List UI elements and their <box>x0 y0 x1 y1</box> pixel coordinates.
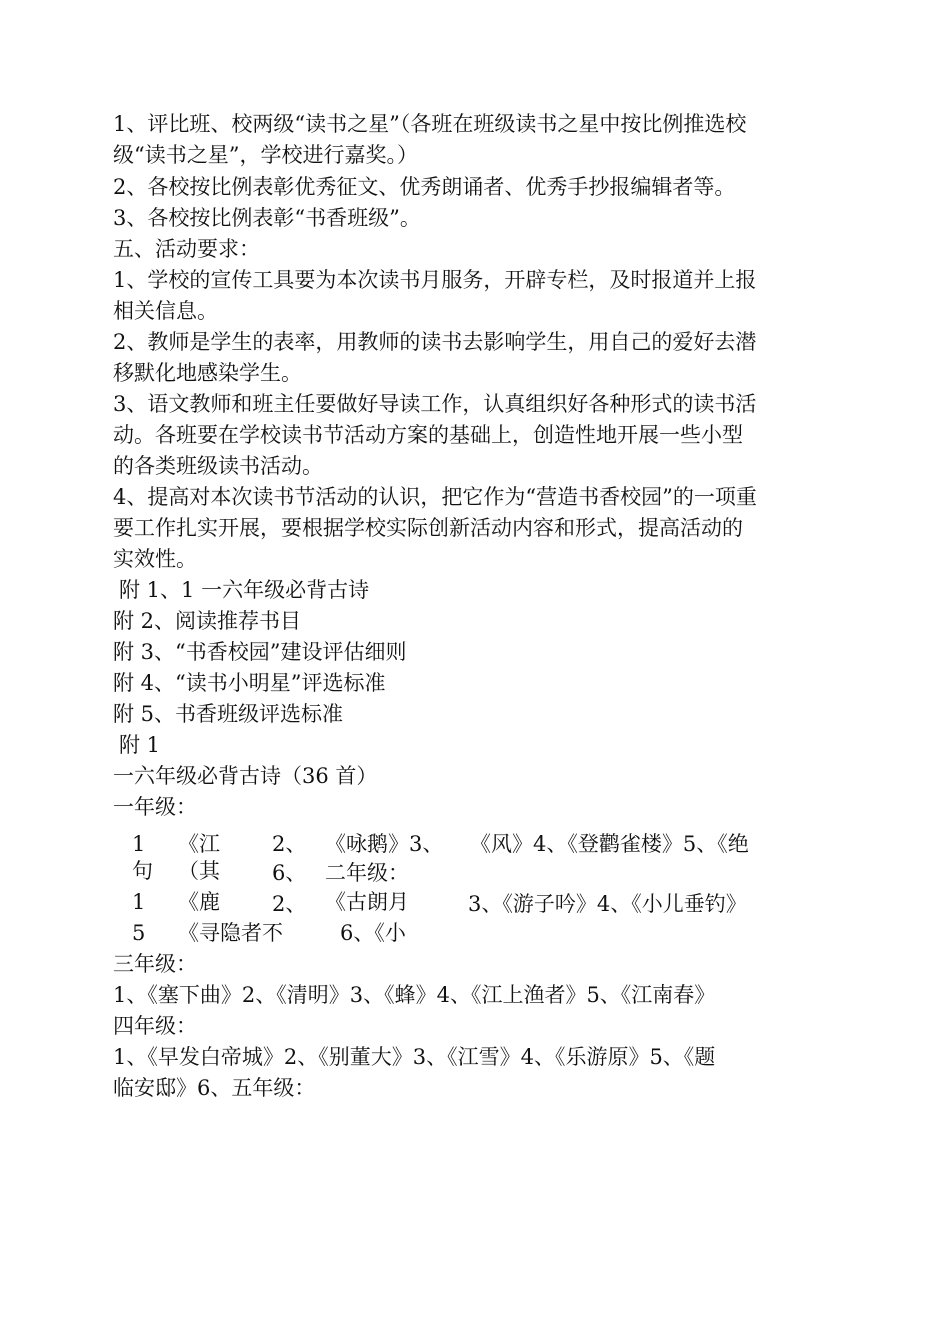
grade-heading: 三年级： <box>113 952 197 976</box>
grade-heading: 四年级： <box>113 1014 197 1038</box>
text-line: 移默化地感染学生。 <box>113 361 302 385</box>
text-line: 相关信息。 <box>113 299 218 323</box>
poem-grid-cell: 《风》4、《登鹳雀楼》5、《绝 <box>470 832 749 856</box>
poem-grid-cell: 1 <box>132 890 146 914</box>
text-line: 1、评比班、校两级“读书之星”（各班在班级读书之星中按比例推选校 <box>113 112 747 136</box>
poem-grid-cell: 《寻隐者不 <box>178 921 283 945</box>
section-heading: 五、活动要求： <box>113 237 260 261</box>
poem-grid-cell: 2、 <box>272 892 307 916</box>
poem-grid-cell: 5 <box>132 921 146 945</box>
text-line: 1、《塞下曲》2、《清明》3、《蜂》4、《江上渔者》5、《江南春》 <box>113 983 716 1007</box>
text-line: 实效性。 <box>113 547 197 571</box>
text-line: 3、各校按比例表彰“书香班级”。 <box>113 206 421 230</box>
appendix-item: 附 4、“读书小明星”评选标准 <box>113 671 386 695</box>
appendix-heading: 附 1 <box>119 733 161 757</box>
grade-heading: 一年级： <box>113 795 197 819</box>
text-line: 的各类班级读书活动。 <box>113 454 323 478</box>
text-line: 2、各校按比例表彰优秀征文、优秀朗诵者、优秀手抄报编辑者等。 <box>113 175 736 199</box>
poem-grid-cell: （其 <box>178 859 220 883</box>
text-line: 4、提高对本次读书节活动的认识，把它作为“营造书香校园”的一项重 <box>113 485 757 509</box>
poem-grid-cell: 3、《游子吟》4、《小儿垂钓》 <box>468 892 747 916</box>
poem-grid-cell: 2、 <box>272 832 307 856</box>
appendix-item: 附 5、书香班级评选标准 <box>113 702 344 726</box>
text-line: 级“读书之星”，学校进行嘉奖。） <box>113 143 418 167</box>
poem-grid-cell: 句 <box>132 859 153 883</box>
text-line: 动。各班要在学校读书节活动方案的基础上，创造性地开展一些小型 <box>113 423 743 447</box>
poem-grid-cell: 《鹿 <box>178 890 220 914</box>
poem-grid-cell: 6、 <box>272 861 307 885</box>
poem-grid-cell: 二年级： <box>325 861 409 885</box>
appendix-item: 附 3、“书香校园”建设评估细则 <box>113 640 407 664</box>
text-line: 要工作扎实开展，要根据学校实际创新活动内容和形式，提高活动的 <box>113 516 743 540</box>
text-line: 2、教师是学生的表率，用教师的读书去影响学生，用自己的爱好去潜 <box>113 330 757 354</box>
appendix-item: 附 2、阅读推荐书目 <box>113 609 302 633</box>
text-line: 临安邸》6、五年级： <box>113 1076 316 1100</box>
appendix-item: 附 1、1 一六年级必背古诗 <box>119 578 370 602</box>
poem-grid-cell: 《古朗月 <box>325 890 409 914</box>
poem-grid-cell: 6、《小 <box>340 921 406 945</box>
poem-grid-cell: 1 <box>132 832 146 856</box>
poem-grid-cell: 《江 <box>178 832 220 856</box>
text-line: 1、《早发白帝城》2、《别董大》3、《江雪》4、《乐游原》5、《题 <box>113 1045 716 1069</box>
text-line: 1、学校的宣传工具要为本次读书月服务，开辟专栏，及时报道并上报 <box>113 268 757 292</box>
poem-grid-cell: 《咏鹅》3、 <box>325 832 444 856</box>
text-line: 3、语文教师和班主任要做好导读工作，认真组织好各种形式的读书活 <box>113 392 757 416</box>
text-line: 一六年级必背古诗（36 首） <box>113 764 378 788</box>
